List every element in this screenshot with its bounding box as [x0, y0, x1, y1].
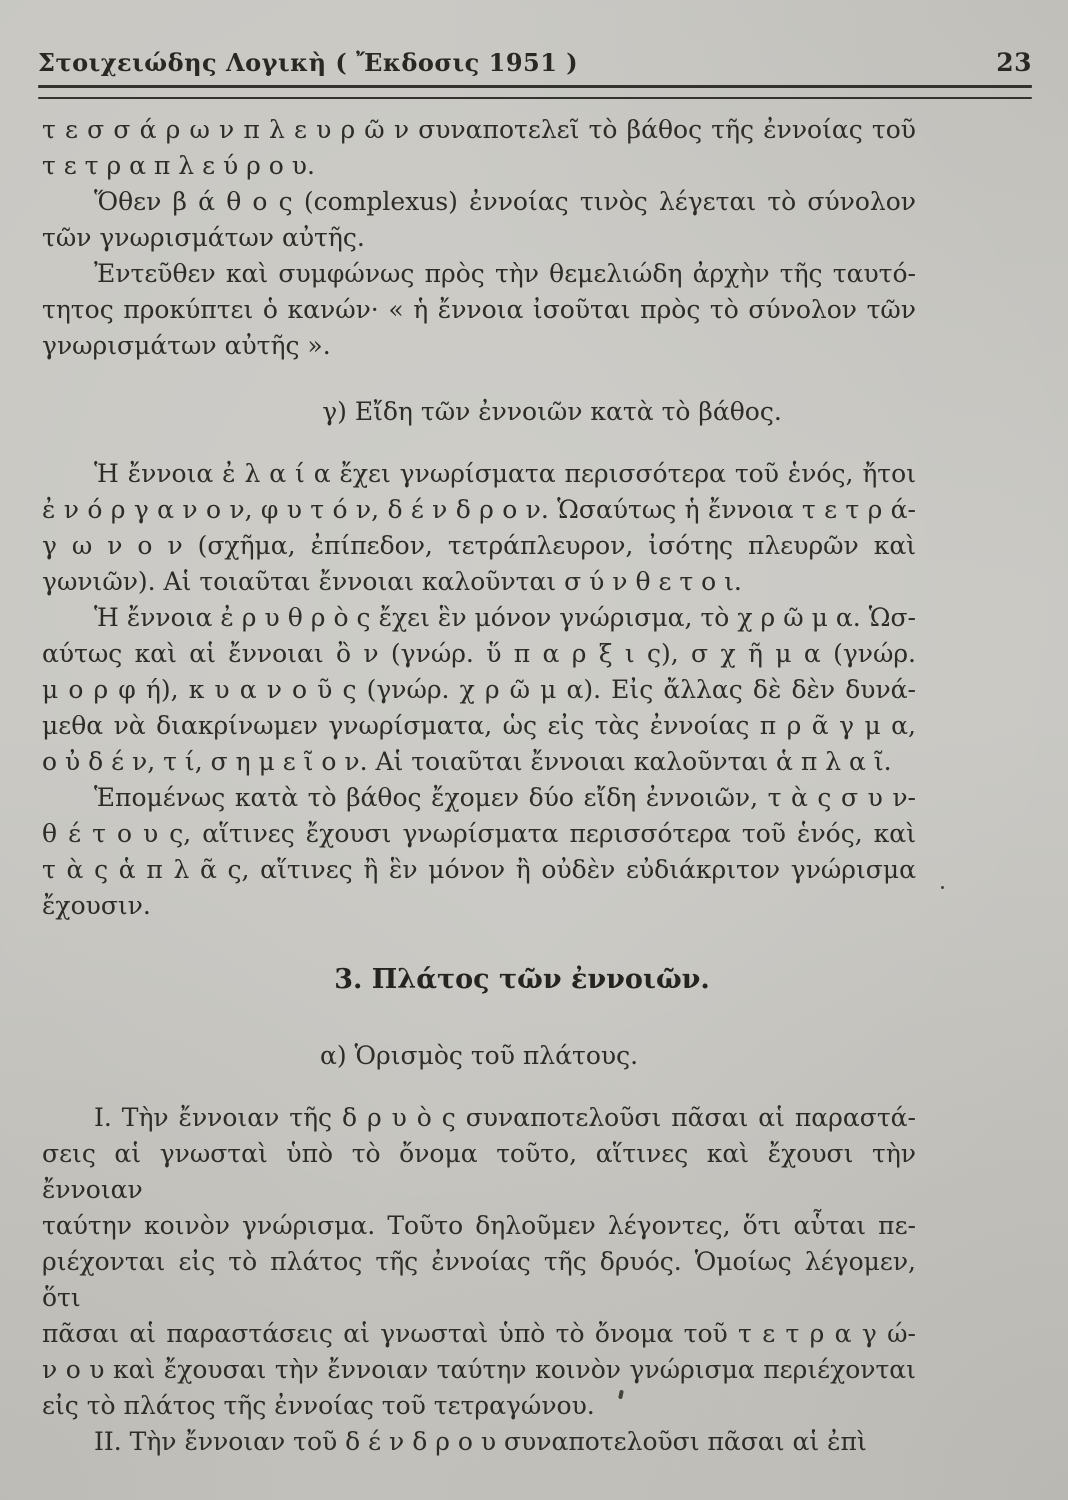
text-line: γωνιῶν). Αἱ τοιαῦται ἔννοιαι καλοῦνται σ ύ ν θ ε τ ο ι.	[42, 567, 742, 596]
text-line: τ ε σ σ ά ρ ω ν π λ ε υ ρ ῶ ν συναποτελεῖ τὸ βάθος τῆς ἐννοίας τοῦ	[42, 115, 916, 144]
text-line: γνωρισμάτων αὐτῆς ».	[42, 331, 331, 360]
text-line: II. Τὴν ἔννοιαν τοῦ δ έ ν δ ρ ο υ συναποτελοῦσι πᾶσαι αἱ ἐπὶ	[94, 1427, 867, 1456]
text-line: τ ε τ ρ α π λ ε ύ ρ ο υ.	[42, 151, 315, 180]
text-line: Ἑπομένως κατὰ τὸ βάθος ἔχομεν δύο εἴδη ἐννοιῶν, τ ὰ ς σ υ ν-	[94, 783, 916, 812]
page-number: 23	[996, 48, 1032, 77]
text-line: ταύτην κοινὸν γνώρισμα. Τοῦτο δηλοῦμεν λέγοντες, ὅτι αὗται πε-	[42, 1211, 916, 1240]
header-rule-top	[38, 85, 1032, 88]
text-line: τ ὰ ς ἁ π λ ᾶ ς, αἵτινες ἢ ἓν μόνον ἢ οὐδὲν εὐδιάκριτον γνώρισμα	[42, 855, 916, 884]
text-line: Ἡ ἔννοια ἐ ρ υ θ ρ ὸ ς ἔχει ἓν μόνον γνώρισμα, τὸ χ ρ ῶ μ α. Ὡσ-	[94, 603, 916, 632]
subsection-heading-gamma: γ) Εἴδη τῶν ἐννοιῶν κατὰ τὸ βάθος.	[322, 397, 782, 426]
scan-artifact	[941, 886, 944, 889]
text-line: I. Τὴν ἔννοιαν τῆς δ ρ υ ὸ ς συναποτελοῦσι πᾶσαι αἱ παραστά-	[94, 1103, 916, 1132]
text-line: Ὅθεν β ά θ ο ς (complexus) ἐννοίας τινὸς λέγεται τὸ σύνολον	[94, 187, 916, 216]
text-line: τητος προκύπτει ὁ κανών· « ἡ ἔννοια ἰσοῦται πρὸς τὸ σύνολον τῶν	[42, 295, 916, 324]
text-line: ἔχουσιν.	[42, 891, 151, 920]
header-rule-bottom	[38, 97, 1032, 99]
text-line: μ ο ρ φ ή), κ υ α ν ο ῦ ς (γνώρ. χ ρ ῶ μ α). Εἰς ἄλλας δὲ δὲν δυνά-	[42, 675, 916, 704]
text-line: Ἡ ἔννοια ἐ λ α ί α ἔχει γνωρίσματα περισσότερα τοῦ ἑνός, ἤτοι	[94, 459, 916, 488]
text-line: σεις αἱ γνωσταὶ ὑπὸ τὸ ὄνομα τοῦτο, αἵτινες καὶ ἔχουσι τὴν ἔννοιαν	[42, 1139, 916, 1204]
page-body	[42, 112, 916, 1460]
text-line: εἰς τὸ πλάτος τῆς ἐννοίας τοῦ τετραγώνου.	[42, 1391, 595, 1420]
text-line: Ἐντεῦθεν καὶ συμφώνως πρὸς τὴν θεμελιώδη ἀρχὴν τῆς ταυτό-	[94, 259, 916, 288]
text-line: ἐ ν ό ρ γ α ν ο ν, φ υ τ ό ν, δ έ ν δ ρ ο ν. Ὡσαύτως ἡ ἔννοια τ ε τ ρ ά-	[42, 495, 916, 524]
running-header-title: Στοιχειώδης Λογικὴ ( Ἔκδοσις 1951 )	[38, 48, 579, 77]
text-line: ν ο υ καὶ ἔχουσαι τὴν ἔννοιαν ταύτην κοινὸν γνώρισμα περιέχονται	[42, 1355, 916, 1384]
subsection-heading-alpha: α) Ὁρισμὸς τοῦ πλάτους.	[319, 1041, 639, 1070]
text-line: πᾶσαι αἱ παραστάσεις αἱ γνωσταὶ ὑπὸ τὸ ὄνομα τοῦ τ ε τ ρ α γ ώ-	[42, 1319, 916, 1348]
section-heading: 3. Πλάτος τῶν ἐννοιῶν.	[334, 964, 710, 995]
running-header	[38, 48, 1032, 77]
text-line: αύτως καὶ αἱ ἔννοιαι ὂ ν (γνώρ. ὕ π α ρ ξ ι ς), σ χ ῆ μ α (γνώρ.	[42, 639, 916, 668]
text-line: γ ω ν ο ν (σχῆμα, ἐπίπεδον, τετράπλευρον, ἰσότης πλευρῶν καὶ	[42, 531, 916, 560]
text-line: ριέχονται εἰς τὸ πλάτος τῆς ἐννοίας τῆς δρυός. Ὁμοίως λέγομεν, ὅτι	[42, 1247, 916, 1312]
text-line: ο ὐ δ έ ν, τ ί, σ η μ ε ῖ ο ν. Αἱ τοιαῦται ἔννοιαι καλοῦνται ἁ π λ α ῖ.	[42, 747, 892, 776]
text-line: θ έ τ ο υ ς, αἵτινες ἔχουσι γνωρίσματα περισσότερα τοῦ ἑνός, καὶ	[42, 819, 916, 848]
text-line: τῶν γνωρισμάτων αὐτῆς.	[42, 223, 365, 252]
text-line: μεθα νὰ διακρίνωμεν γνωρίσματα, ὡς εἰς τὰς ἐννοίας π ρ ᾶ γ μ α,	[42, 711, 916, 740]
